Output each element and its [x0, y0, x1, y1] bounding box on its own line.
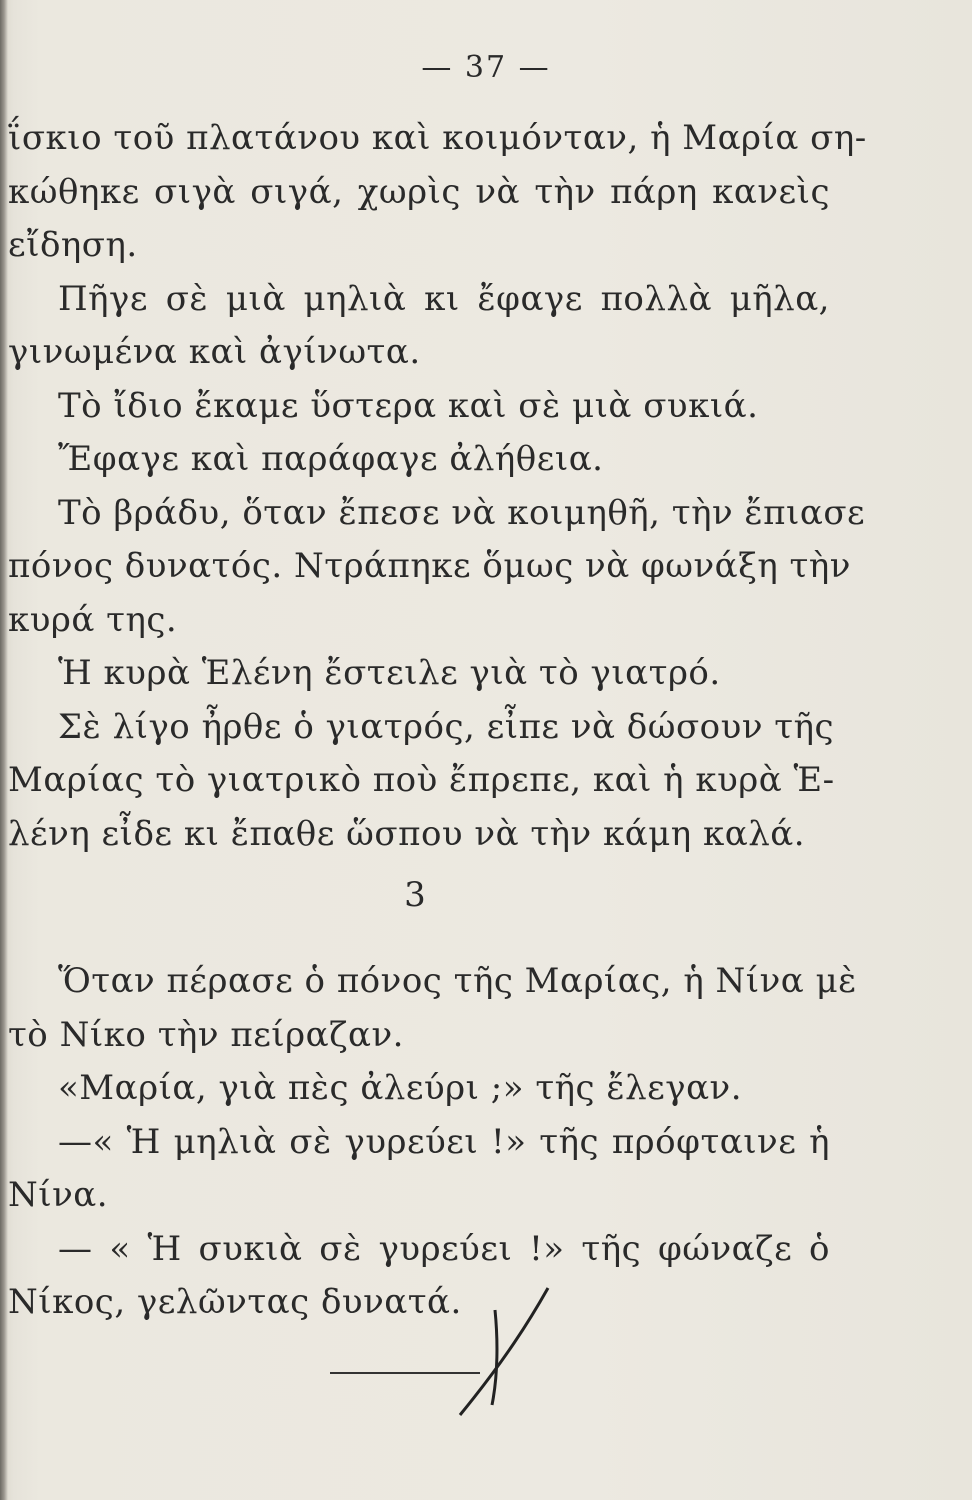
page-binding-edge — [0, 0, 8, 1500]
text-line: λένη εἶδε κι ἔπαθε ὥσπου νὰ τὴν κάμη καλά. — [8, 813, 806, 854]
text-line: ΐσκιο τοῦ πλατάνου καὶ κοιμόνταν, ἡ Μαρία ση- — [8, 118, 867, 158]
text-line: εἴδηση. — [8, 225, 138, 265]
text-line: Ἔφαγε καὶ παράφαγε ἀλήθεια. — [58, 439, 604, 479]
text-line: κυρά της. — [8, 599, 178, 640]
body-text-top — [8, 112, 867, 861]
text-line: κώθηκε σιγὰ σιγά, χωρὶς νὰ τὴν πάρη κανεὶς — [8, 171, 830, 212]
section-number: 3 — [404, 875, 426, 915]
text-line: γινωμένα καὶ ἀγίνωτα. — [8, 332, 421, 372]
text-line: —« Ἡ μηλιὰ σὲ γυρεύει !» τῆς πρόφταινε ἡ — [58, 1121, 830, 1162]
page-number: — 37 — — [421, 50, 551, 85]
text-line: Νίκος, γελῶντας δυνατά. — [8, 1282, 462, 1322]
text-line: Σὲ λίγο ἦρθε ὁ γιατρός, εἶπε νὰ δώσουν τῆς — [58, 706, 835, 747]
text-line: «Μαρία, γιὰ πὲς ἀλεύρι ;» τῆς ἔλεγαν. — [58, 1068, 743, 1108]
text-line: — « Ἡ συκιὰ σὲ γυρεύει !» τῆς φώναζε ὁ — [58, 1228, 830, 1269]
text-line: Τὸ ἴδιο ἔκαμε ὕστερα καὶ σὲ μιὰ συκιά. — [58, 385, 759, 426]
text-line: Πῆγε σὲ μιὰ μηλιὰ κι ἔφαγε πολλὰ μῆλα, — [58, 278, 830, 319]
text-line: Τὸ βράδυ, ὅταν ἔπεσε νὰ κοιμηθῆ, τὴν ἔπιασε — [58, 492, 866, 533]
end-of-text-mark-icon — [330, 1280, 590, 1430]
text-line: τὸ Νίκο τὴν πείραζαν. — [8, 1014, 404, 1055]
body-text-bottom — [8, 955, 857, 1330]
text-line: Ἡ κυρὰ Ἑλένη ἔστειλε γιὰ τὸ γιατρό. — [58, 653, 721, 693]
text-line: πόνος δυνατός. Ντράπηκε ὅμως νὰ φωνάξη τὴν — [8, 546, 851, 586]
text-line: Ὅταν πέρασε ὁ πόνος τῆς Μαρίας, ἡ Νίνα μὲ — [58, 961, 857, 1001]
text-line: Νίνα. — [8, 1175, 109, 1215]
text-line: Μαρίας τὸ γιατρικὸ ποὺ ἔπρεπε, καὶ ἡ κυρὰ Ἑ- — [8, 760, 835, 800]
